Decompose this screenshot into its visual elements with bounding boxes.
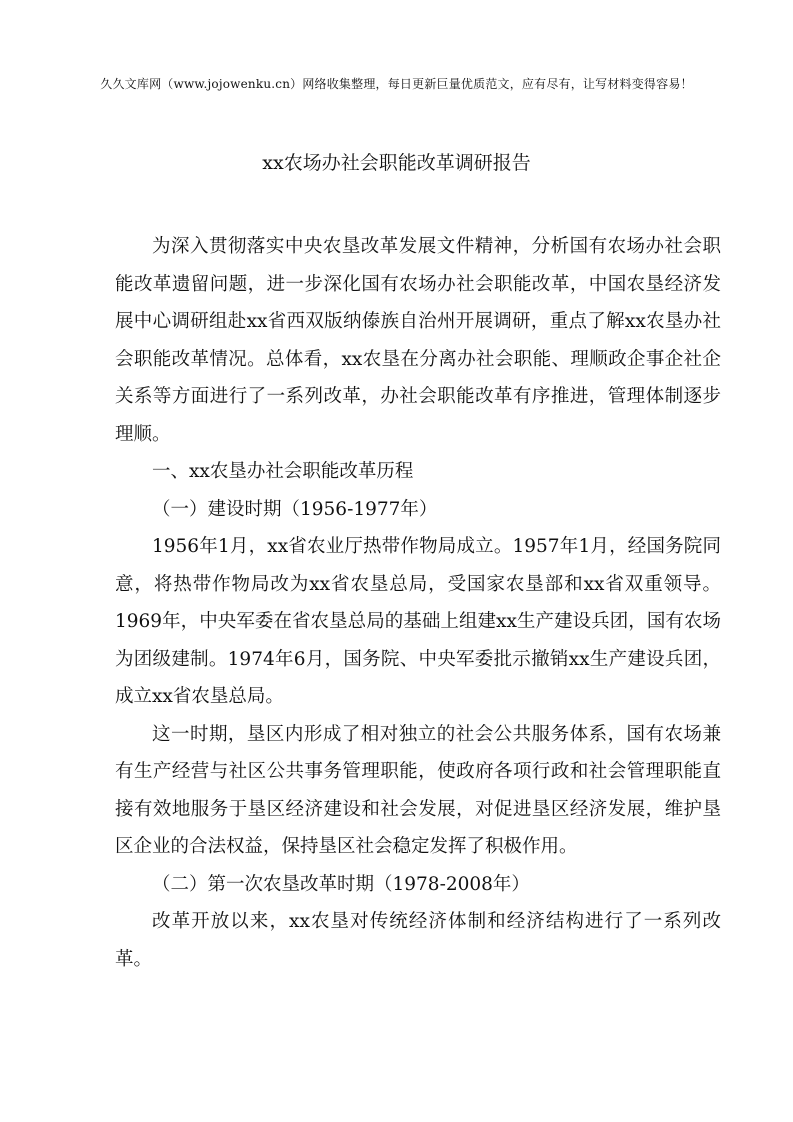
paragraph-intro: 为深入贯彻落实中央农垦改革发展文件精神，分析国有农场办社会职能改革遗留问题，进一步深化国有农场办社会职能改革，中国农垦经济发展中心调研组赴xx省西双版纳傣族自治州开展调研，重点了解xx农垦办社会职能改革情况。总体看，xx农垦在分离办社会职能、理顺政企事企社企关系等方面进行了一系列改革，办社会职能改革有序推进，管理体制逐步理顺。 [115, 236, 721, 445]
paragraph-reform: 改革开放以来，xx农垦对传统经济体制和经济结构进行了一系列改革。 [115, 911, 721, 970]
subsection-heading-1: （一）建设时期（1956-1977年） [152, 498, 438, 520]
page-header: 久久文库网（www.jojowenku.cn）网络收集整理，每日更新巨量优质范文，应有尽有，让写材料变得容易！ [100, 77, 693, 91]
paragraph-history: 1956年1月，xx省农业厅热带作物局成立。1957年1月，经国务院同意，将热带作物局改为xx省农垦总局，受国家农垦部和xx省双重领导。1969年，中央军委在省农垦总局的基础上组建xx生产建设兵团，国有农场为团级建制。1974年6月，国务院、中央军委批示撤销xx生产建设兵团，成立xx省农垦总局。 [115, 536, 721, 707]
paragraph-period-summary: 这一时期，垦区内形成了相对独立的社会公共服务体系，国有农场兼有生产经营与社区公共事务管理职能，使政府各项行政和社会管理职能直接有效地服务于垦区经济建设和社会发展，对促进垦区经济发展，维护垦区企业的合法权益，保持垦区社会稳定发挥了积极作用。 [115, 723, 721, 857]
document-body [115, 228, 721, 978]
subsection-heading-2: （二）第一次农垦改革时期（1978-2008年） [152, 873, 530, 895]
document-title: xx农场办社会职能改革调研报告 [262, 152, 531, 174]
section-heading-1: 一、xx农垦办社会职能改革历程 [152, 461, 414, 482]
